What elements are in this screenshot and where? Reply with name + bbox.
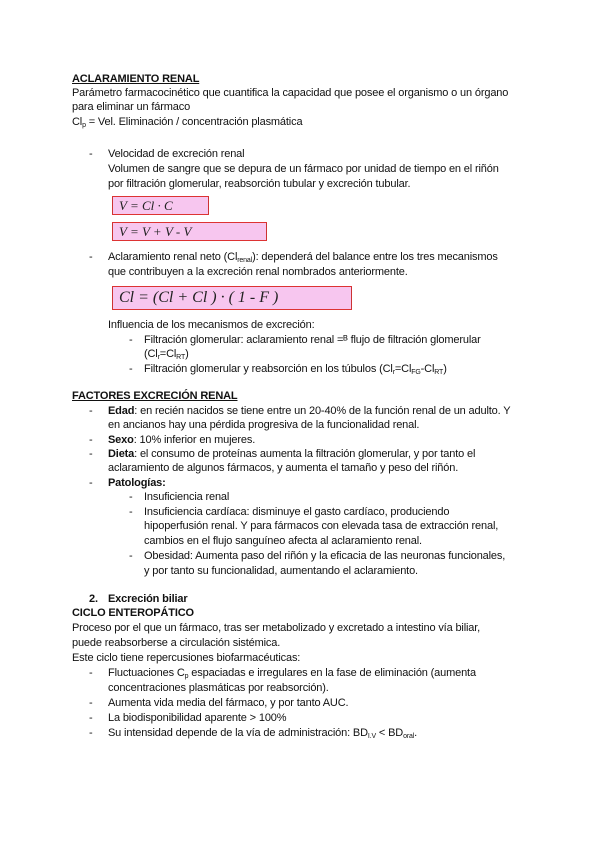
heading-ciclo-enteropatico: CICLO ENTEROPÁTICO [72, 607, 194, 619]
definition-line-2: para eliminar un fármaco [72, 101, 191, 113]
bullet-dash: - [89, 148, 93, 160]
bullet-dash: - [129, 550, 133, 562]
filtracion-1-formula: $(Cl_r=Cl_{RT})$ [144, 348, 189, 361]
section-number: 2. [89, 593, 98, 605]
patologia-renal: Insuficiencia renal [144, 491, 230, 503]
bullet-dash: - [89, 667, 93, 679]
factor-edad-line-2: en ancianos hay una pérdida progresiva de la funcionalidad renal. [108, 419, 420, 431]
patologia-cardiaca-line-3: cambios en el flujo sanguíneo afecta al aclaramiento renal. [144, 535, 422, 547]
ciclo-line-3: Este ciclo tiene repercusiones biofarmacéuticas: [72, 652, 301, 664]
bullet-dash: - [129, 506, 133, 518]
aclaramiento-neto-line-1: Aclaramiento renal neto $(Cl_{renal})$: dependerá del balance entre los tres mecanismos [108, 251, 498, 264]
repercusion-intensidad: Su intensidad depende de la vía de administración: $BD_{I.V} < BD_{oral}$. [108, 727, 418, 740]
bullet-dash: - [89, 727, 93, 739]
factor-dieta-line-2: aclaramiento de algunos fármacos, y aumenta el tamaño y peso del riñón. [108, 462, 459, 474]
repercusion-fluctuaciones: Fluctuaciones $C_p$ espaciadas e irregulares en la fase de eliminación (aumenta [108, 667, 476, 680]
equation-net-clearance [112, 286, 352, 310]
filtracion-2: Filtración glomerular y reabsorción en los túbulos $(Cl_r=Cl_{FG}-Cl_{RT})$ [144, 363, 447, 376]
factor-edad: Edad: en recién nacidos se tiene entre un 20-40% de la función renal de un adulto. Y [108, 405, 511, 417]
repercusion-fluctuaciones-line-2: concentraciones plasmáticas por reabsorción). [108, 682, 329, 694]
factor-sexo: Sexo: 10% inferior en mujeres. [108, 434, 256, 446]
aclaramiento-neto-line-2: que contribuyen a la excreción renal nombrados anteriormente. [108, 266, 408, 278]
patologia-cardiaca: Insuficiencia cardíaca: disminuye el gasto cardíaco, produciendo [144, 506, 450, 518]
equation-3-text: Cl = (Cl + Cl ) · ( 1 - F ) [119, 289, 279, 306]
ciclo-line-2: puede reabsorberse a circulación sistémica. [72, 637, 281, 649]
filtracion-1: Filtración glomerular: aclaramiento renal =ᴮ flujo de filtración glomerular [144, 334, 481, 346]
bullet-dash: - [89, 434, 93, 446]
factor-dieta: Dieta: el consumo de proteínas aumenta la filtración glomerular, y por tanto el [108, 448, 476, 460]
section-title-excrecion-biliar: Excreción biliar [108, 593, 188, 605]
patologia-obesidad-line-2: y por tanto su funcionalidad, aumentando el aclaramiento. [144, 565, 418, 577]
velocidad-line-2: por filtración glomerular, reabsorción tubular y excreción tubular. [108, 178, 411, 190]
equation-1-text: V = Cl · C [119, 198, 173, 213]
repercusion-vida-media: Aumenta vida media del fármaco, y por tanto AUC. [108, 697, 349, 709]
definition-line-1: Parámetro farmacocinético que cuantifica la capacidad que posee el organismo o un órgano [72, 87, 509, 99]
bullet-dash: - [89, 251, 93, 263]
equation-excretion-rate [112, 196, 209, 215]
equation-2-text: V = V + V - V [119, 224, 192, 239]
bullet-dash: - [129, 363, 133, 375]
heading-factores-excrecion: FACTORES EXCRECIÓN RENAL [72, 390, 238, 402]
velocidad-line-1: Volumen de sangre que se depura de un fármaco por unidad de tiempo en el riñón [108, 163, 499, 175]
factor-patologias: Patologías: [108, 477, 166, 489]
bullet-dash: - [129, 334, 133, 346]
bullet-dash: - [89, 477, 93, 489]
bullet-dash: - [129, 491, 133, 503]
patologia-obesidad: Obesidad: Aumenta paso del riñón y la eficacia de las neuronas funcionales, [144, 550, 506, 562]
bullet-dash: - [89, 448, 93, 460]
equation-renal-balance [112, 222, 267, 241]
patologia-cardiaca-line-2: hipoperfusión renal. Y para fármacos con elevada tasa de extracción renal, [144, 520, 499, 532]
velocidad-title: Velocidad de excreción renal [108, 148, 245, 160]
bullet-dash: - [89, 697, 93, 709]
bullet-dash: - [89, 712, 93, 724]
bullet-dash: - [89, 405, 93, 417]
clp-formula-line: $Cl_p$ = Vel. Eliminación / concentración plasmática [72, 116, 303, 129]
heading-aclaramiento-renal: ACLARAMIENTO RENAL [72, 73, 200, 85]
influencia-title: Influencia de los mecanismos de excreción: [108, 319, 315, 331]
repercusion-biodisponibilidad: La biodisponibilidad aparente > 100% [108, 712, 287, 724]
ciclo-line-1: Proceso por el que un fármaco, tras ser metabolizado y excretado a intestino vía biliar, [72, 622, 481, 634]
